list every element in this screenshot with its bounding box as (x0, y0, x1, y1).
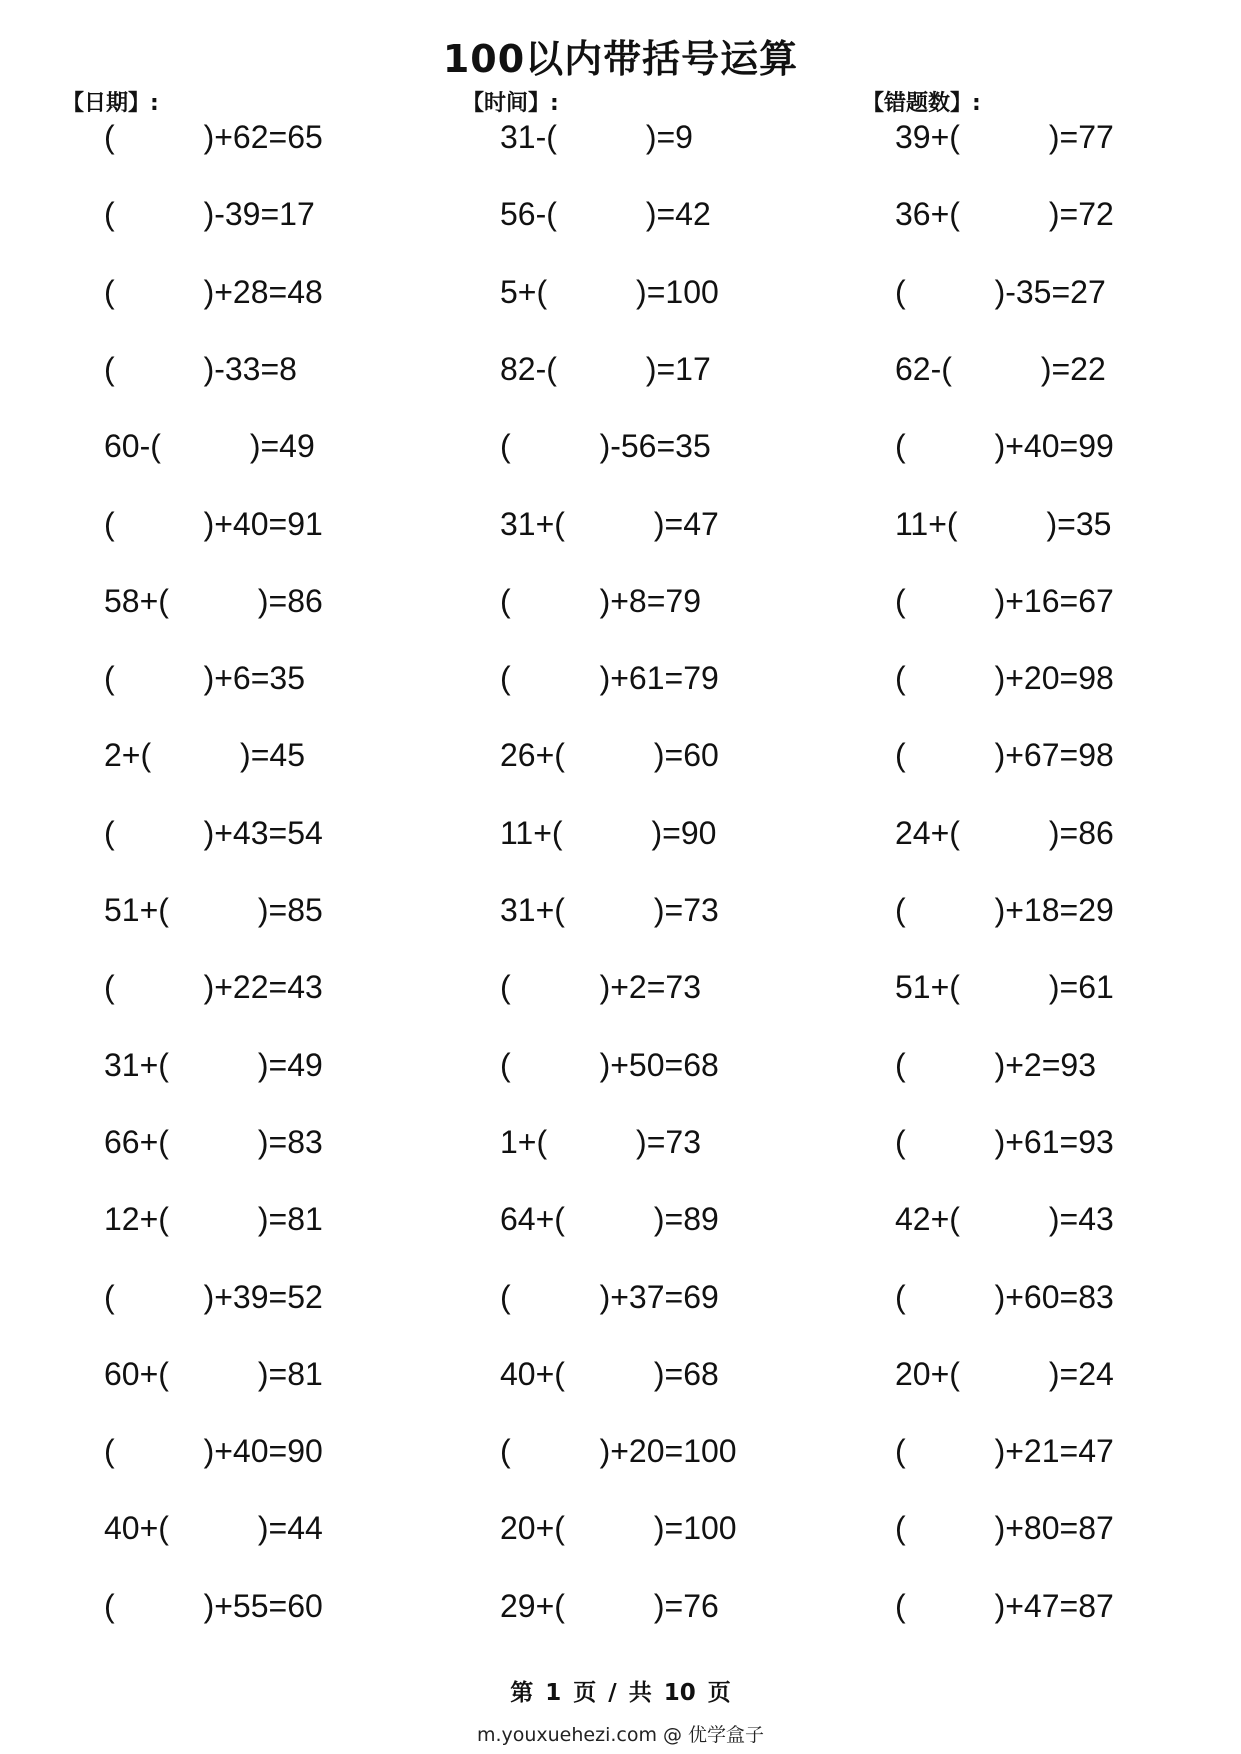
problem-item: ( )+39=52 (104, 1279, 323, 1315)
problem-item: ( )+28=48 (104, 274, 323, 310)
problem-item: ( )-39=17 (104, 196, 315, 232)
problem-item: 51+( )=85 (104, 892, 323, 928)
problem-item: 40+( )=44 (104, 1510, 323, 1546)
problem-item: 56-( )=42 (500, 196, 711, 232)
problem-item: ( )-33=8 (104, 351, 297, 387)
problem-item: ( )+62=65 (104, 119, 323, 155)
problem-item: ( )+55=60 (104, 1588, 323, 1624)
problem-item: ( )+20=98 (895, 660, 1114, 696)
problem-item: 64+( )=89 (500, 1201, 719, 1237)
date-label: 【日期】: (62, 91, 159, 116)
problem-item: ( )+21=47 (895, 1433, 1114, 1469)
problem-item: ( )+16=67 (895, 583, 1114, 619)
errors-count-label: 【错题数】: (862, 91, 981, 116)
problem-item: ( )+61=93 (895, 1124, 1114, 1160)
problem-item: 51+( )=61 (895, 969, 1114, 1005)
problem-item: ( )+67=98 (895, 737, 1114, 773)
problem-item: ( )+47=87 (895, 1588, 1114, 1624)
problem-item: ( )+2=73 (500, 969, 701, 1005)
problem-item: ( )+40=99 (895, 428, 1114, 464)
problem-item: ( )-35=27 (895, 274, 1106, 310)
problem-item: 20+( )=100 (500, 1510, 737, 1546)
problem-item: ( )+20=100 (500, 1433, 737, 1469)
time-label: 【时间】: (462, 91, 559, 116)
problem-item: ( )+8=79 (500, 583, 701, 619)
problem-item: 20+( )=24 (895, 1356, 1114, 1392)
problem-item: 29+( )=76 (500, 1588, 719, 1624)
problem-item: 1+( )=73 (500, 1124, 701, 1160)
site-credit: m.youxuehezi.com @ 优学盒子 (476, 1724, 765, 1746)
problem-item: ( )+80=87 (895, 1510, 1114, 1546)
problem-item: 26+( )=60 (500, 737, 719, 773)
problem-item: 31+( )=49 (104, 1047, 323, 1083)
problem-item: 40+( )=68 (500, 1356, 719, 1392)
problem-item: 36+( )=72 (895, 196, 1114, 232)
problem-item: 31-( )=9 (500, 119, 693, 155)
problem-item: 60+( )=81 (104, 1356, 323, 1392)
problem-item: ( )+61=79 (500, 660, 719, 696)
problem-item: ( )+22=43 (104, 969, 323, 1005)
problem-item: 58+( )=86 (104, 583, 323, 619)
problem-item: 66+( )=83 (104, 1124, 323, 1160)
problem-item: 60-( )=49 (104, 428, 315, 464)
problem-item: ( )+40=91 (104, 506, 323, 542)
problem-item: 62-( )=22 (895, 351, 1106, 387)
problem-item: 31+( )=73 (500, 892, 719, 928)
problem-item: ( )+37=69 (500, 1279, 719, 1315)
problem-item: ( )+40=90 (104, 1433, 323, 1469)
problem-item: 31+( )=47 (500, 506, 719, 542)
problem-item: ( )+6=35 (104, 660, 305, 696)
problem-item: 11+( )=35 (895, 506, 1112, 542)
problem-item: ( )+50=68 (500, 1047, 719, 1083)
problem-item: 2+( )=45 (104, 737, 305, 773)
problem-item: 42+( )=43 (895, 1201, 1114, 1237)
problem-item: 5+( )=100 (500, 274, 719, 310)
page-title: 100以内带括号运算 (442, 37, 799, 81)
page-indicator: 第 1 页 / 共 10 页 (510, 1680, 731, 1706)
problem-item: ( )+2=93 (895, 1047, 1096, 1083)
problem-item: ( )+60=83 (895, 1279, 1114, 1315)
problem-item: ( )+43=54 (104, 815, 323, 851)
problem-item: 82-( )=17 (500, 351, 711, 387)
problem-item: 24+( )=86 (895, 815, 1114, 851)
problem-item: ( )+18=29 (895, 892, 1114, 928)
problem-item: 12+( )=81 (104, 1201, 323, 1237)
problem-item: ( )-56=35 (500, 428, 711, 464)
problem-item: 11+( )=90 (500, 815, 717, 851)
problem-item: 39+( )=77 (895, 119, 1114, 155)
